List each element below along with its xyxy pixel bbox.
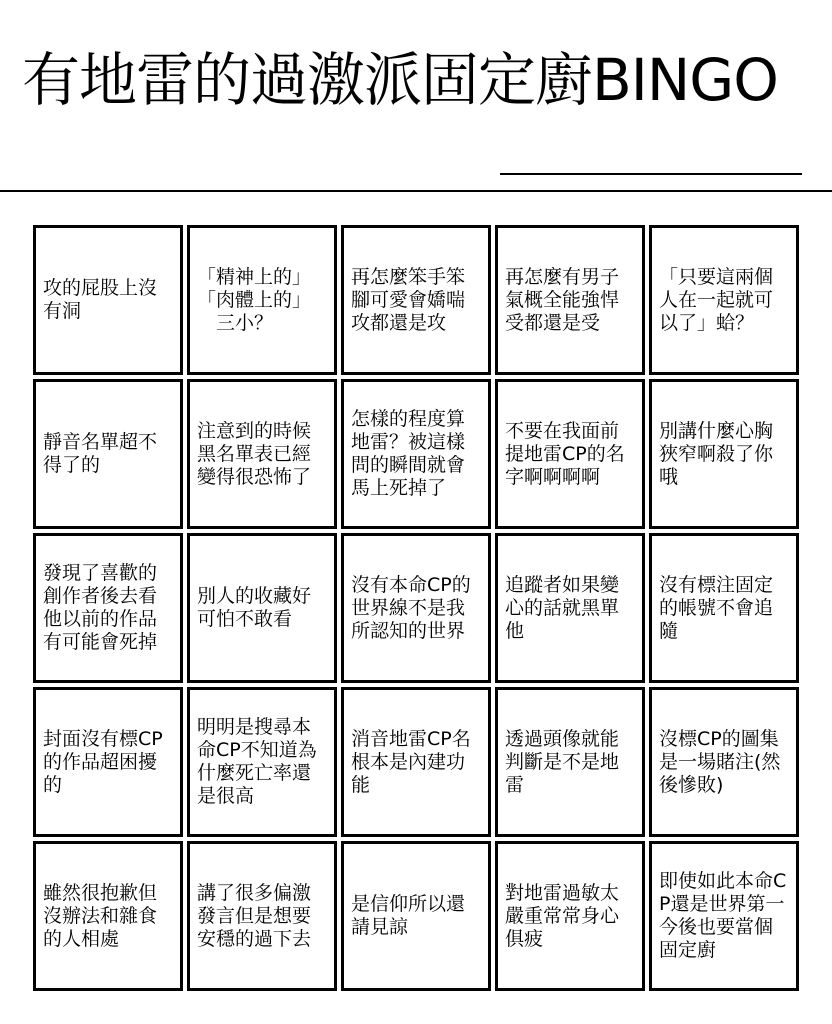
bingo-cell-24[interactable] — [495, 841, 645, 991]
bingo-cell-text: 沒有本命CP的世界線不是我所認知的世界 — [351, 573, 471, 642]
page-title: 有地雷的過激派固定廚BINGO — [22, 46, 778, 114]
bingo-cell-text: 講了很多偏激發言但是想要安穩的過下去 — [197, 881, 312, 950]
bingo-cell-2[interactable] — [187, 225, 337, 375]
bingo-cell-text: 再怎麼笨手笨腳可愛會嬌喘攻都還是攻 — [351, 265, 466, 334]
bingo-cell-7[interactable] — [187, 379, 337, 529]
bingo-cell-18[interactable] — [341, 687, 491, 837]
bingo-cell-23[interactable] — [341, 841, 491, 991]
bingo-cell-text: 沒標CP的圖集是一場賭注(然後慘敗) — [659, 727, 781, 796]
header-divider — [0, 190, 832, 192]
bingo-cell-1[interactable] — [33, 225, 183, 375]
bingo-cell-text: 封面沒有標CP的作品超困擾的 — [43, 727, 163, 796]
bingo-cell-5[interactable] — [649, 225, 799, 375]
bingo-cell-14[interactable] — [495, 533, 645, 683]
bingo-cell-6[interactable] — [33, 379, 183, 529]
bingo-cell-11[interactable] — [33, 533, 183, 683]
bingo-cell-text: 對地雷過敏太嚴重常常身心俱疲 — [505, 881, 620, 950]
bingo-cell-text: 別人的收藏好可怕不敢看 — [197, 585, 312, 630]
bingo-cell-15[interactable] — [649, 533, 799, 683]
bingo-cell-text: 明明是搜尋本命CP不知道為什麼死亡率還是很高 — [197, 716, 317, 807]
bingo-cell-20[interactable] — [649, 687, 799, 837]
bingo-cell-16[interactable] — [33, 687, 183, 837]
bingo-cell-text: 「只要這兩個人在一起就可以了」蛤？ — [659, 265, 774, 334]
bingo-cell-text: 透過頭像就能判斷是不是地雷 — [505, 727, 620, 796]
bingo-cell-text: 不要在我面前提地雷CP的名字啊啊啊啊 — [505, 419, 625, 488]
bingo-cell-10[interactable] — [649, 379, 799, 529]
bingo-cell-3[interactable] — [341, 225, 491, 375]
bingo-grid — [33, 225, 799, 991]
bingo-cell-21[interactable] — [33, 841, 183, 991]
bingo-cell-text: 消音地雷CP名根本是內建功能 — [351, 727, 471, 796]
bingo-cell-25[interactable] — [649, 841, 799, 991]
bingo-cell-19[interactable] — [495, 687, 645, 837]
bingo-cell-text: 靜音名單超不得了的 — [43, 431, 158, 476]
bingo-cell-text: 雖然很抱歉但沒辦法和雜食的人相處 — [43, 881, 158, 950]
bingo-cell-text: 注意到的時候黑名單表已經變得很恐怖了 — [197, 419, 312, 488]
bingo-cell-text: 別講什麼心胸狹窄啊殺了你哦 — [659, 419, 774, 488]
bingo-cell-text: 「精神上的」 「肉體上的」 三小？ — [197, 265, 312, 334]
bingo-cell-22[interactable] — [187, 841, 337, 991]
bingo-cell-4[interactable] — [495, 225, 645, 375]
bingo-cell-text: 即使如此本命CP還是世界第一 今後也要當個固定廚 — [659, 870, 791, 961]
bingo-cell-text: 攻的屁股上沒有洞 — [43, 277, 158, 322]
bingo-cell-text: 怎樣的程度算地雷？被這樣問的瞬間就會馬上死掉了 — [351, 408, 466, 499]
bingo-cell-text: 再怎麼有男子氣概全能強悍受都還是受 — [505, 265, 620, 334]
bingo-cell-12[interactable] — [187, 533, 337, 683]
bingo-cell-13[interactable] — [341, 533, 491, 683]
bingo-cell-text: 發現了喜歡的創作者後去看他以前的作品有可能會死掉 — [43, 562, 158, 653]
bingo-cell-9[interactable] — [495, 379, 645, 529]
bingo-cell-text: 沒有標注固定的帳號不會追隨 — [659, 573, 774, 642]
bingo-cell-17[interactable] — [187, 687, 337, 837]
bingo-cell-text: 是信仰所以還請見諒 — [351, 893, 466, 938]
name-underline — [500, 173, 802, 175]
bingo-cell-8[interactable] — [341, 379, 491, 529]
bingo-cell-text: 追蹤者如果變心的話就黑單他 — [505, 573, 620, 642]
